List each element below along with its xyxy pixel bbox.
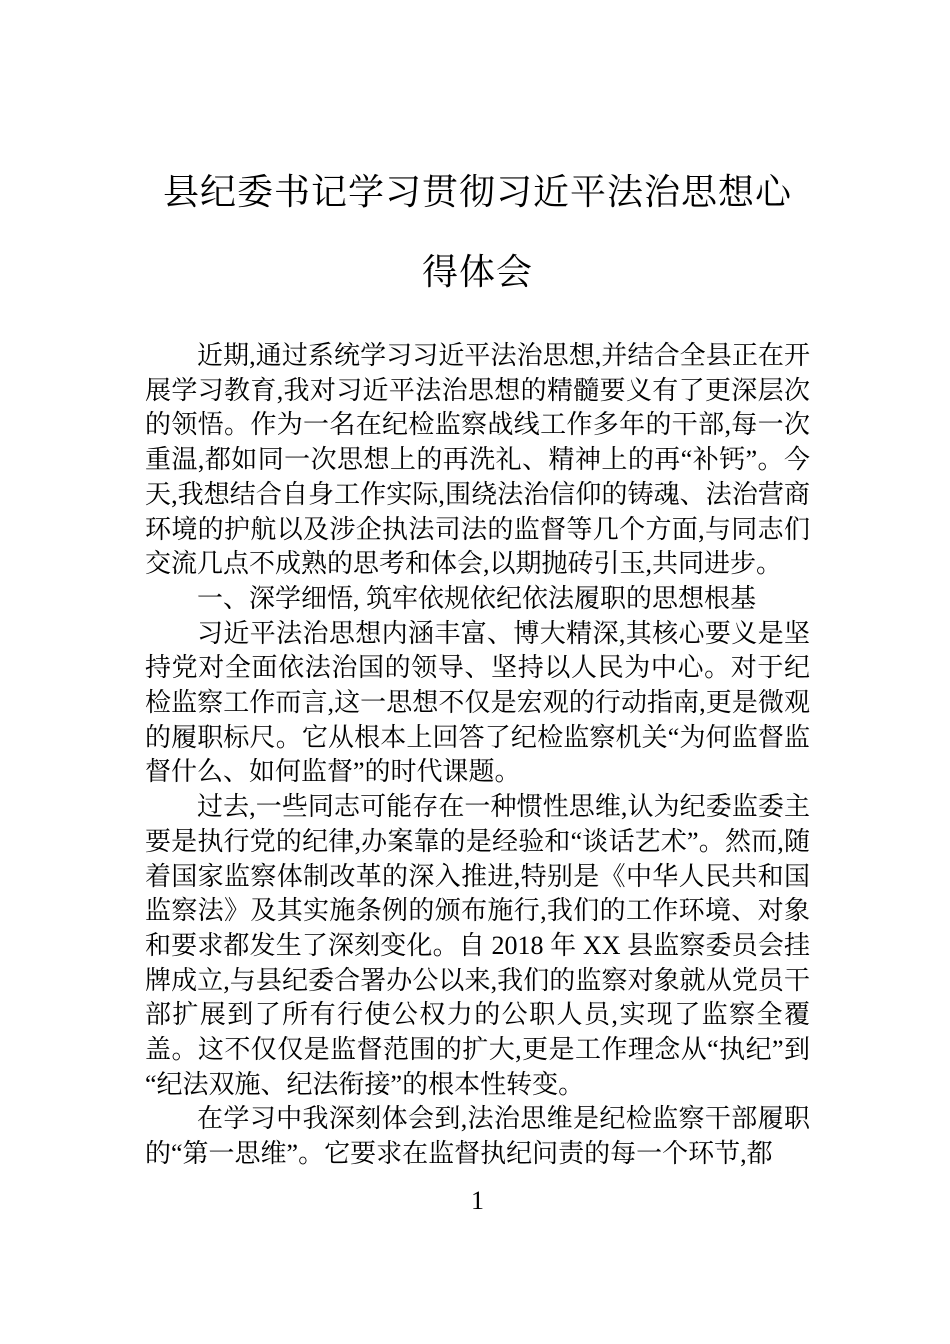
- section-heading-1: 一、深学细悟, 筑牢依规依纪依法履职的思想根基: [197, 583, 757, 613]
- document-body: [145, 339, 810, 1172]
- paragraph-core-meaning: 习近平法治思想内涵丰富、博大精深,其核心要义是坚持党对全面依法治国的领导、坚持以人民为中心。对于纪检监察工作而言,这一思想不仅是宏观的行动指南,更是微观的履职标尺。它从根本上回答了纪检监察机关“为何监督监督什么、如何监督”的时代课题。: [145, 618, 810, 787]
- paragraph-intro: 近期,通过系统学习习近平法治思想,并结合全县正在开展学习教育,我对习近平法治思想的精髓要义有了更深层次的领悟。作为一名在纪检监察战线工作多年的干部,每一次重温,都如同一次思想上的再洗礼、精神上的再“补钙”。今天,我想结合自身工作实际,围绕法治信仰的铸魂、法治营商环境的护航以及涉企执法司法的监督等几个方面,与同志们交流几点不成熟的思考和体会,以期抛砖引玉,共同进步。: [145, 341, 810, 579]
- paragraph-rule-of-law-thinking: 在学习中我深刻体会到,法治思维是纪检监察干部履职的“第一思维”。它要求在监督执纪问责的每一个环节,都: [145, 1104, 810, 1169]
- paragraph-reform-changes: 过去,一些同志可能存在一种惯性思维,认为纪委监委主要是执行党的纪律,办案靠的是经验和“谈话艺术”。然而,随着国家监察体制改革的深入推进,特别是《中华人民共和国监察法》及其实施条例的颁布施行,我们的工作环境、对象和要求都发生了深刻变化。自 2018 年 XX 县监察委员会挂牌成立,与县纪委合署办公以来,我们的监察对象就从党员干部扩展到了所有行使公权力的公职人员,实现了监察全覆盖。这不仅仅是监督范围的扩大,更是工作理念从“执纪”到“纪法双施、纪法衔接”的根本性转变。: [145, 792, 810, 1099]
- document-title: 县纪委书记学习贯彻习近平法治思想心得体会: [162, 171, 792, 292]
- page-number: 1: [471, 1186, 484, 1215]
